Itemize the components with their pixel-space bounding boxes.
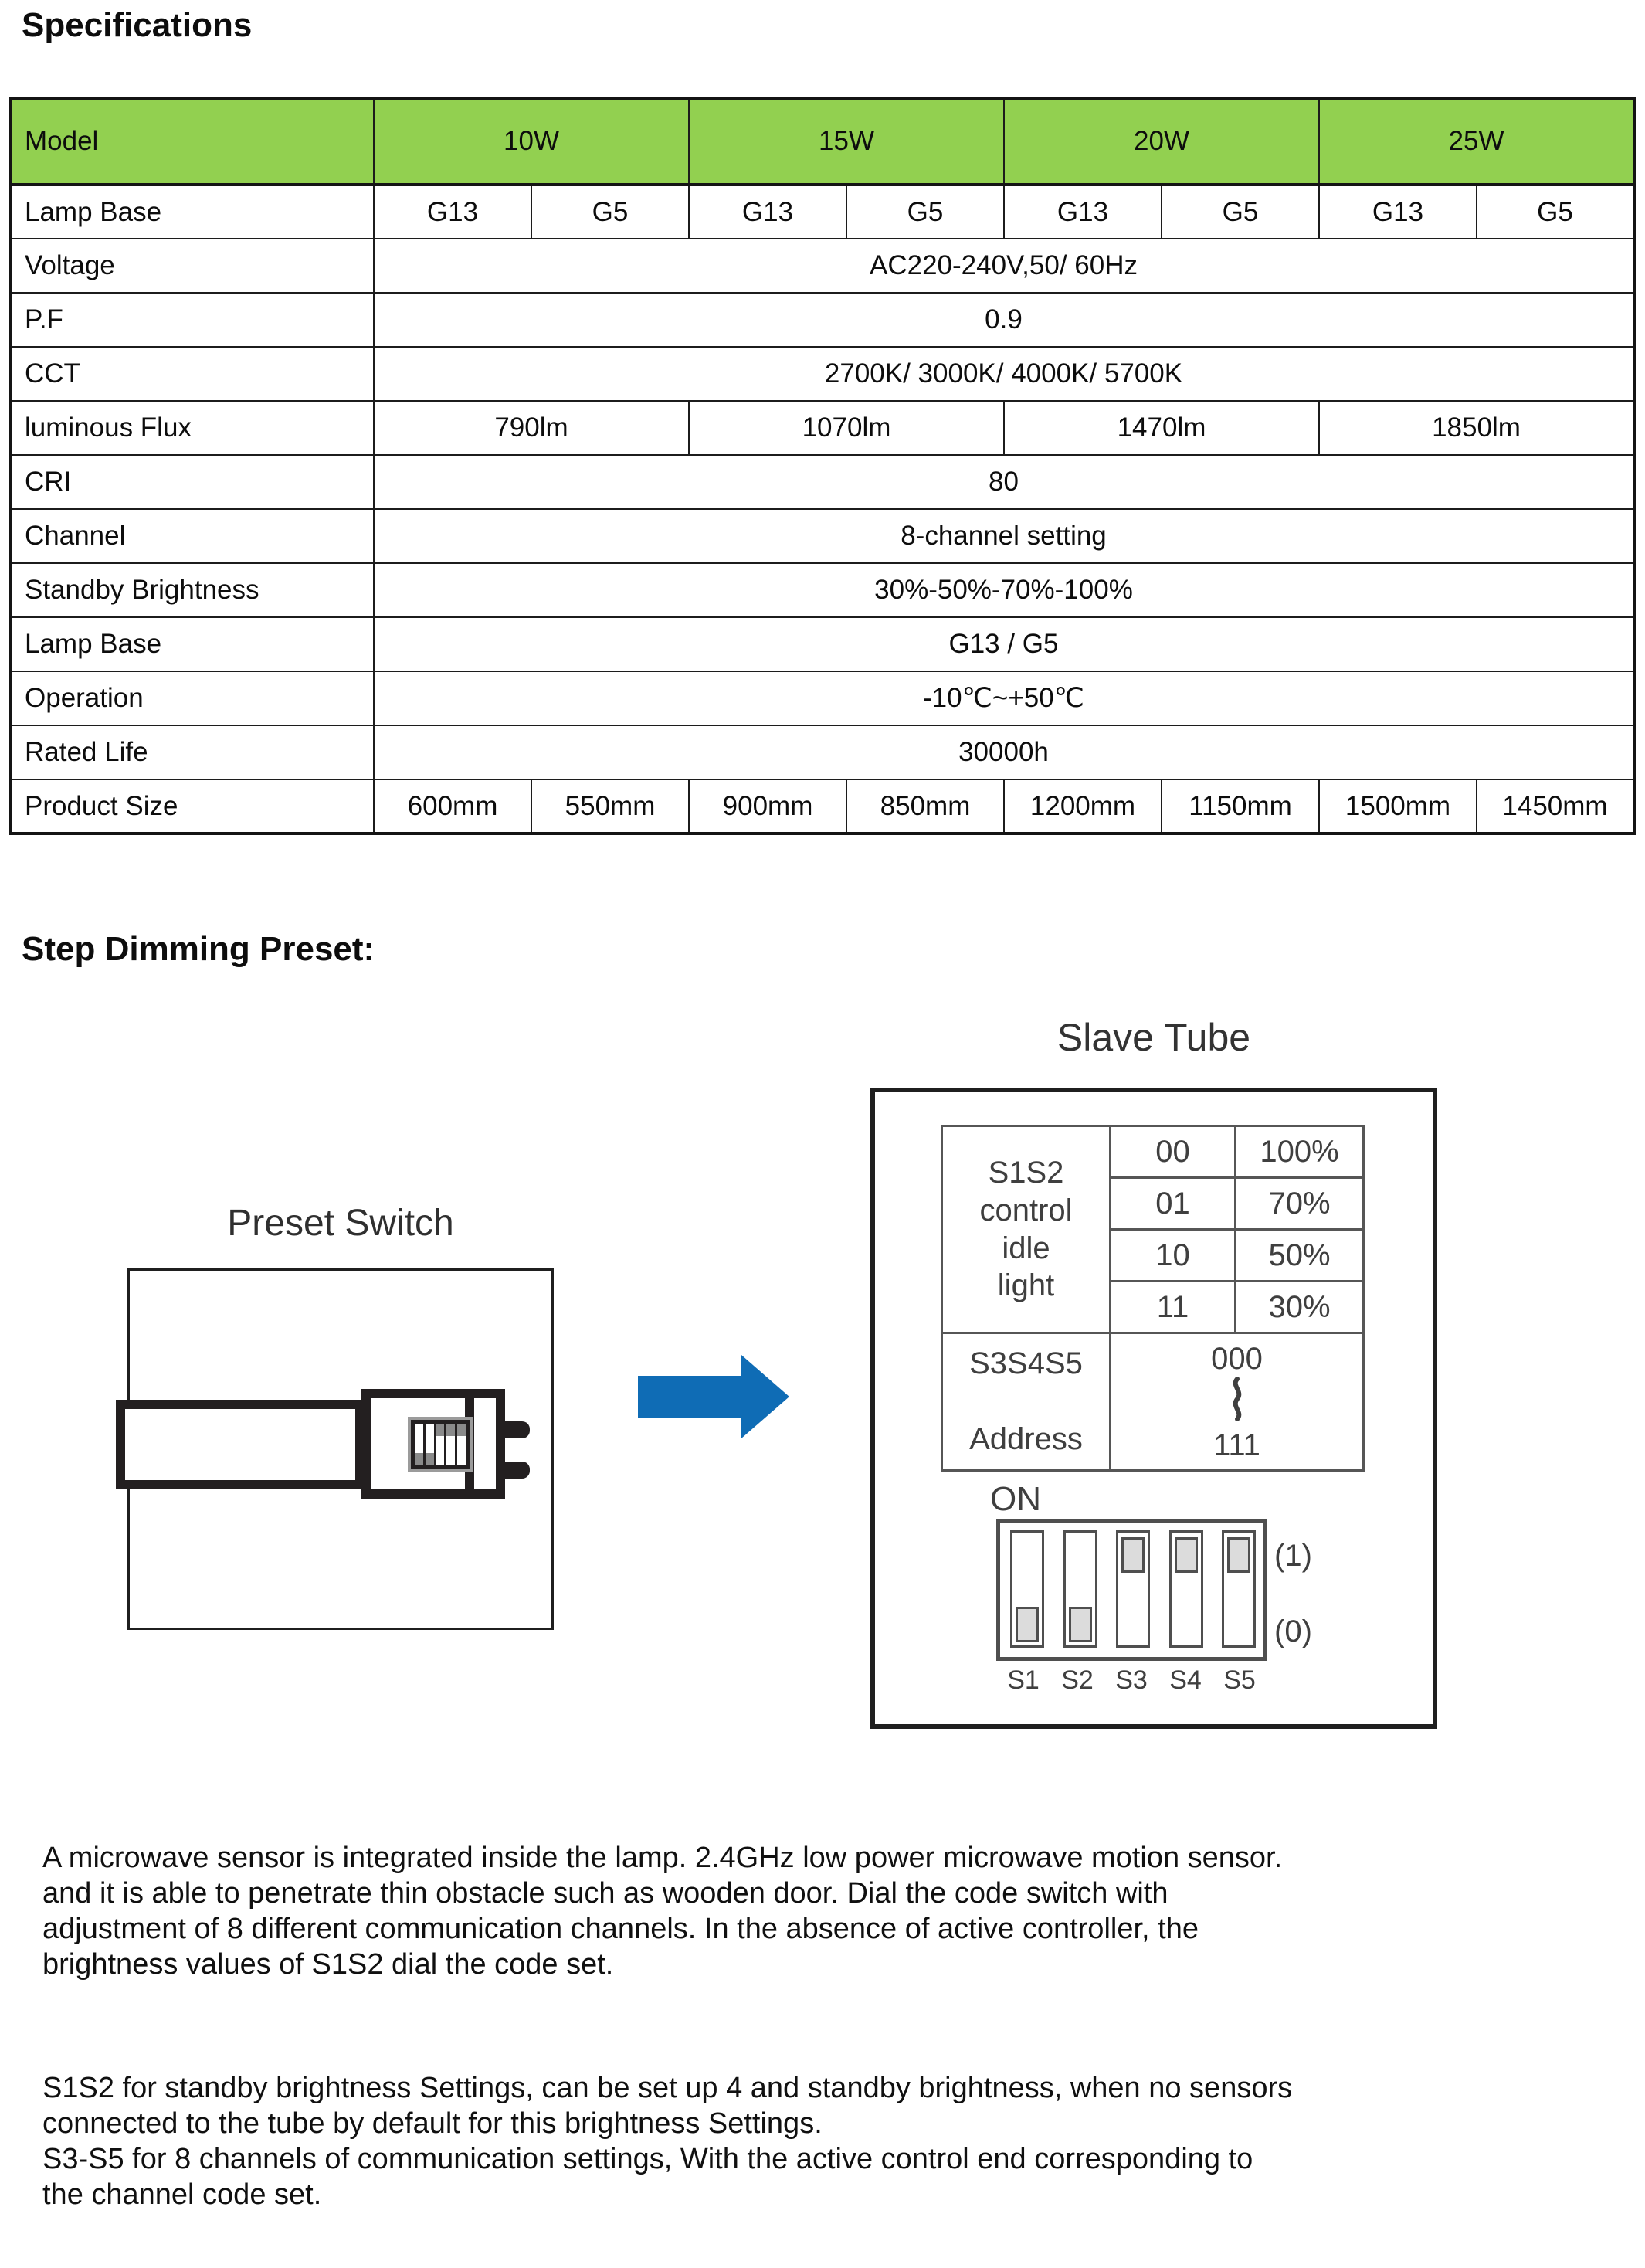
spec-header-wattage: 10W <box>374 98 689 185</box>
spec-value: G5 <box>531 185 689 239</box>
dip-slot-s2 <box>1063 1530 1097 1648</box>
dip-slot-s5 <box>1222 1530 1256 1648</box>
spec-table <box>9 97 1636 835</box>
dip-handle <box>1175 1537 1198 1573</box>
spec-value: G5 <box>846 185 1004 239</box>
section-title-step-dimming: Step Dimming Preset: <box>22 930 375 968</box>
idle-code: 00 <box>1111 1126 1236 1178</box>
page-title: Specifications <box>22 6 253 44</box>
spec-value: G13 <box>1319 185 1477 239</box>
spec-row <box>11 779 1634 834</box>
mini-switch-handle <box>436 1424 445 1436</box>
spec-header-wattage: 25W <box>1319 98 1634 185</box>
spec-row-label: P.F <box>11 293 374 347</box>
spec-row <box>11 347 1634 401</box>
spec-value: G5 <box>1477 185 1634 239</box>
tube-pin-bottom <box>502 1462 530 1479</box>
spec-value: 0.9 <box>374 293 1634 347</box>
arrow-shaft <box>638 1376 741 1418</box>
address-row <box>942 1333 1364 1471</box>
spec-value: 1850lm <box>1319 401 1634 455</box>
squiggle-icon <box>1229 1375 1246 1429</box>
idle-percent: 70% <box>1236 1178 1364 1230</box>
spec-value: G13 <box>689 185 846 239</box>
spec-row <box>11 563 1634 617</box>
dip-handle <box>1069 1607 1092 1642</box>
spec-value: 790lm <box>374 401 689 455</box>
spec-value: 2700K/ 3000K/ 4000K/ 5700K <box>374 347 1634 401</box>
spec-value: 1470lm <box>1004 401 1319 455</box>
address-to: 111 <box>1213 1428 1260 1462</box>
spec-row-label: Lamp Base <box>11 185 374 239</box>
spec-header-wattage: 20W <box>1004 98 1319 185</box>
idle-light-table <box>941 1125 1365 1472</box>
spec-row-label: Lamp Base <box>11 617 374 671</box>
spec-row-label: Standby Brightness <box>11 563 374 617</box>
dip-switch-label: S2 <box>1061 1665 1094 1695</box>
spec-value: 30%-50%-70%-100% <box>374 563 1634 617</box>
dip-slot-s4 <box>1169 1530 1203 1648</box>
idle-percent: 100% <box>1236 1126 1364 1178</box>
dip-handle <box>1121 1537 1145 1573</box>
spec-row-label: Product Size <box>11 779 374 834</box>
spec-value: 550mm <box>531 779 689 834</box>
paragraph-line: the channel code set. <box>42 2178 322 2211</box>
dip-slot-s1 <box>1010 1530 1044 1648</box>
spec-value: G13 <box>1004 185 1162 239</box>
spec-row <box>11 509 1634 563</box>
led-tube-body <box>116 1400 365 1489</box>
paragraph-line: connected to the tube by default for this brightness Settings. <box>42 2107 822 2140</box>
paragraph-line: S1S2 for standby brightness Settings, can be set up 4 and standby brightness, when no sensors <box>42 2072 1293 2104</box>
address-range-stack <box>1111 1343 1362 1462</box>
paragraph-switch-settings <box>42 2070 1626 2212</box>
spec-header-row <box>11 98 1634 185</box>
spec-row <box>11 185 1634 239</box>
spec-value: 30000h <box>374 725 1634 779</box>
spec-value: G13 / G5 <box>374 617 1634 671</box>
s3s4s5-address-label: S3S4S5 Address <box>942 1333 1111 1471</box>
slave-tube-caption: Slave Tube <box>1057 1016 1251 1059</box>
spec-value: 900mm <box>689 779 846 834</box>
dip-handle <box>1227 1537 1250 1573</box>
idle-code: 11 <box>1111 1282 1236 1333</box>
spec-value: G13 <box>374 185 531 239</box>
dip-position-1-label: (1) <box>1274 1539 1312 1573</box>
idle-percent: 50% <box>1236 1230 1364 1282</box>
spec-value: 1500mm <box>1319 779 1477 834</box>
idle-code: 01 <box>1111 1178 1236 1230</box>
mini-switch <box>415 1424 423 1465</box>
mini-switch-handle <box>415 1453 423 1465</box>
dip-slot-s3 <box>1116 1530 1150 1648</box>
paragraph-line: A microwave sensor is integrated inside the lamp. 2.4GHz low power microwave motion sensor. <box>42 1842 1283 1874</box>
spec-table-header <box>11 98 1634 185</box>
paragraph-sensor-description <box>42 1840 1626 1982</box>
mini-switch <box>436 1424 445 1465</box>
spec-row <box>11 671 1634 725</box>
idle-level-row <box>942 1126 1364 1178</box>
idle-percent: 30% <box>1236 1282 1364 1333</box>
spec-value: 600mm <box>374 779 531 834</box>
dip-switch-label: S3 <box>1115 1665 1148 1695</box>
mini-switch-handle <box>426 1453 434 1465</box>
mini-switch-handle <box>446 1424 455 1436</box>
spec-row <box>11 293 1634 347</box>
spec-row <box>11 617 1634 671</box>
address-from: 000 <box>1211 1341 1263 1376</box>
spec-value: 1450mm <box>1477 779 1634 834</box>
mini-switch <box>446 1424 455 1465</box>
paragraph-line: adjustment of 8 different communication channels. In the absence of active controller, the <box>42 1913 1199 1945</box>
spec-value: 80 <box>374 455 1634 509</box>
spec-row-label: luminous Flux <box>11 401 374 455</box>
spec-value: 850mm <box>846 779 1004 834</box>
preset-switch-caption: Preset Switch <box>227 1203 454 1244</box>
mini-switch <box>457 1424 466 1465</box>
dip-switch-label: S5 <box>1223 1665 1256 1695</box>
spec-value: 1200mm <box>1004 779 1162 834</box>
dip-position-0-label: (0) <box>1274 1614 1312 1648</box>
dip-switch-label: S1 <box>1007 1665 1040 1695</box>
spec-value: 8-channel setting <box>374 509 1634 563</box>
spec-value: -10℃~+50℃ <box>374 671 1634 725</box>
paragraph-line: and it is able to penetrate thin obstacle such as wooden door. Dial the code switch with <box>42 1877 1168 1910</box>
spec-value: 1070lm <box>689 401 1004 455</box>
spec-row <box>11 455 1634 509</box>
dip-switch-diagram <box>996 1519 1267 1661</box>
spec-table-body <box>11 185 1634 834</box>
mini-switch-handle <box>457 1424 466 1436</box>
paragraph-line: S3-S5 for 8 channels of communication settings, With the active control end corresponding to <box>42 2143 1253 2175</box>
dip-switch-labels <box>996 1665 1267 1696</box>
spec-row <box>11 401 1634 455</box>
s1s2-control-label: S1S2 control idle light <box>942 1126 1111 1333</box>
spec-row-label: CCT <box>11 347 374 401</box>
spec-row <box>11 239 1634 293</box>
dip-handle <box>1016 1607 1039 1642</box>
dip-on-label: ON <box>990 1480 1041 1518</box>
spec-row <box>11 725 1634 779</box>
spec-row-label: Rated Life <box>11 725 374 779</box>
idle-code: 10 <box>1111 1230 1236 1282</box>
right-arrow-icon <box>638 1355 791 1438</box>
idle-light-body <box>942 1126 1364 1471</box>
spec-header-wattage: 15W <box>689 98 1004 185</box>
spec-value: 1150mm <box>1162 779 1319 834</box>
mini-switch <box>426 1424 434 1465</box>
spec-row-label: Operation <box>11 671 374 725</box>
arrow-head <box>741 1355 789 1438</box>
spec-row-label: CRI <box>11 455 374 509</box>
dip-switch-mini-icon <box>408 1417 473 1472</box>
spec-row-label: Channel <box>11 509 374 563</box>
address-range-cell <box>1111 1333 1364 1471</box>
spec-value: AC220-240V,50/ 60Hz <box>374 239 1634 293</box>
spec-value: G5 <box>1162 185 1319 239</box>
spec-row-label: Voltage <box>11 239 374 293</box>
spec-header-model: Model <box>11 98 374 185</box>
dip-switch-label: S4 <box>1169 1665 1202 1695</box>
tube-pin-top <box>502 1421 530 1438</box>
paragraph-line: brightness values of S1S2 dial the code set. <box>42 1948 614 1981</box>
